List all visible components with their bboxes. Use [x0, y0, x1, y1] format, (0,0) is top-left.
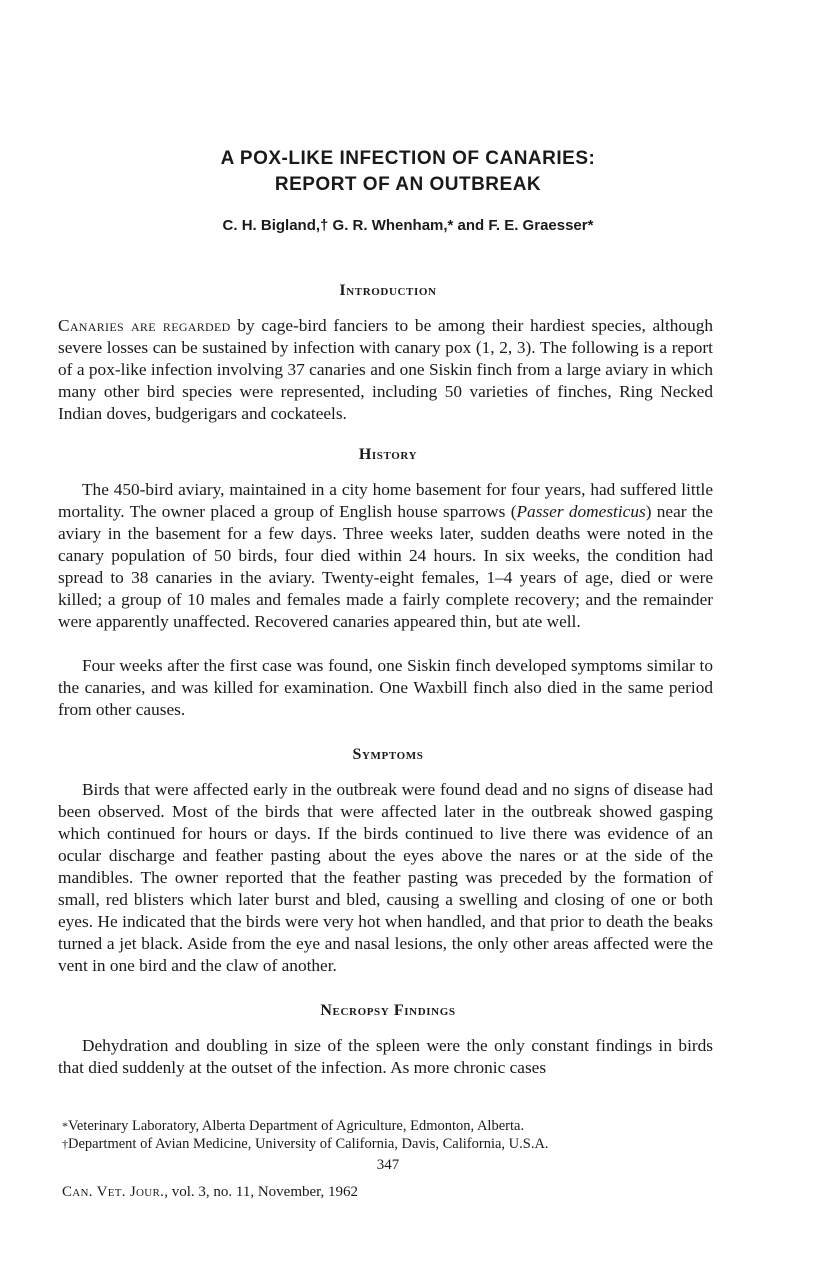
introduction-text: by cage-bird fanciers to be among their hardiest species, although severe losses can be sustained by infection with canary pox (1, 2, 3). The following is a report of a pox-like infection involving 37 canaries and one Siskin finch from a large aviary in which many other bird species were represented, including 50 varieties of finches, Ring Necked Indian doves, budgerigars and cockateels. [58, 316, 713, 423]
footnote-1-mark: * [62, 1119, 68, 1133]
footnote-2-text: Department of Avian Medicine, University of California, Davis, California, U.S.A. [68, 1136, 549, 1152]
article-title-line-1: A POX-LIKE INFECTION OF CANARIES: [220, 148, 596, 169]
journal-name: Can. Vet. Jour. [62, 1184, 165, 1200]
page-number: 347 [376, 1157, 400, 1173]
symptoms-heading: Symptoms [352, 746, 424, 763]
necropsy-paragraph: Dehydration and doubling in size of the spleen were the only constant findings in birds that died suddenly at the outset of the infection. As more chronic cases [58, 1036, 713, 1077]
introduction-heading: Introduction [339, 282, 437, 299]
history-paragraph-1 [58, 479, 713, 633]
citation-details: , vol. 3, no. 11, November, 1962 [164, 1184, 359, 1200]
species-name: Passer domesticus [516, 502, 646, 521]
history-text-b: ) near the aviary in the basement for a few days. Three weeks later, sudden deaths were noted in the canary population of 50 birds, four died within 24 hours. In six weeks, the condition had spread to 38 canaries in the aviary. Twenty-eight females, 1–4 years of age, died or were killed; a group of 10 males and females made a fairly complete recovery; and the remainder were apparently unaffected. Recovered canaries appeared thin, but ate well. [58, 502, 713, 631]
footnote-2-mark: † [62, 1137, 68, 1151]
footnote-1-text: Veterinary Laboratory, Alberta Department of Agriculture, Edmonton, Alberta. [68, 1118, 525, 1134]
history-heading: History [358, 446, 418, 463]
necropsy-heading: Necropsy Findings [320, 1002, 456, 1019]
article-title-line-2: REPORT OF AN OUTBREAK [274, 174, 542, 195]
symptoms-paragraph: Birds that were affected early in the outbreak were found dead and no signs of disease had been observed. Most of the birds that were affected later in the outbreak showed gasping which continued for hours or days. If the birds continued to live there was evidence of an ocular discharge and feather pasting about the eyes above the nares or at the side of the mandibles. The owner reported that the feather pasting was preceded by the formation of small, red blisters which later burst and bled, causing a swelling and closing of one or both eyes. He indicated that the birds were very hot when handled, and that prior to death the beaks turned a jet black. Aside from the eye and nasal lesions, the only other areas affected were the vent in one bird and the claw of another. [58, 780, 713, 975]
introduction-paragraph [58, 315, 713, 425]
footnote-2 [58, 1135, 718, 1153]
journal-citation [62, 1184, 358, 1201]
history-paragraph-2: Four weeks after the first case was found, one Siskin finch developed symptoms similar to the canaries, and was killed for examination. One Waxbill finch also died in the same period from other causes. [58, 656, 713, 719]
author-list: C. H. Bigland,† G. R. Whenham,* and F. E. Graesser* [222, 217, 594, 234]
introduction-lead-words: Canaries are regarded [58, 316, 231, 335]
footnote-1 [58, 1117, 718, 1135]
history-text-a: The 450-bird aviary, maintained in a city home basement for four years, had suffered little mortality. The owner placed a group of English house sparrows ( [58, 480, 713, 521]
